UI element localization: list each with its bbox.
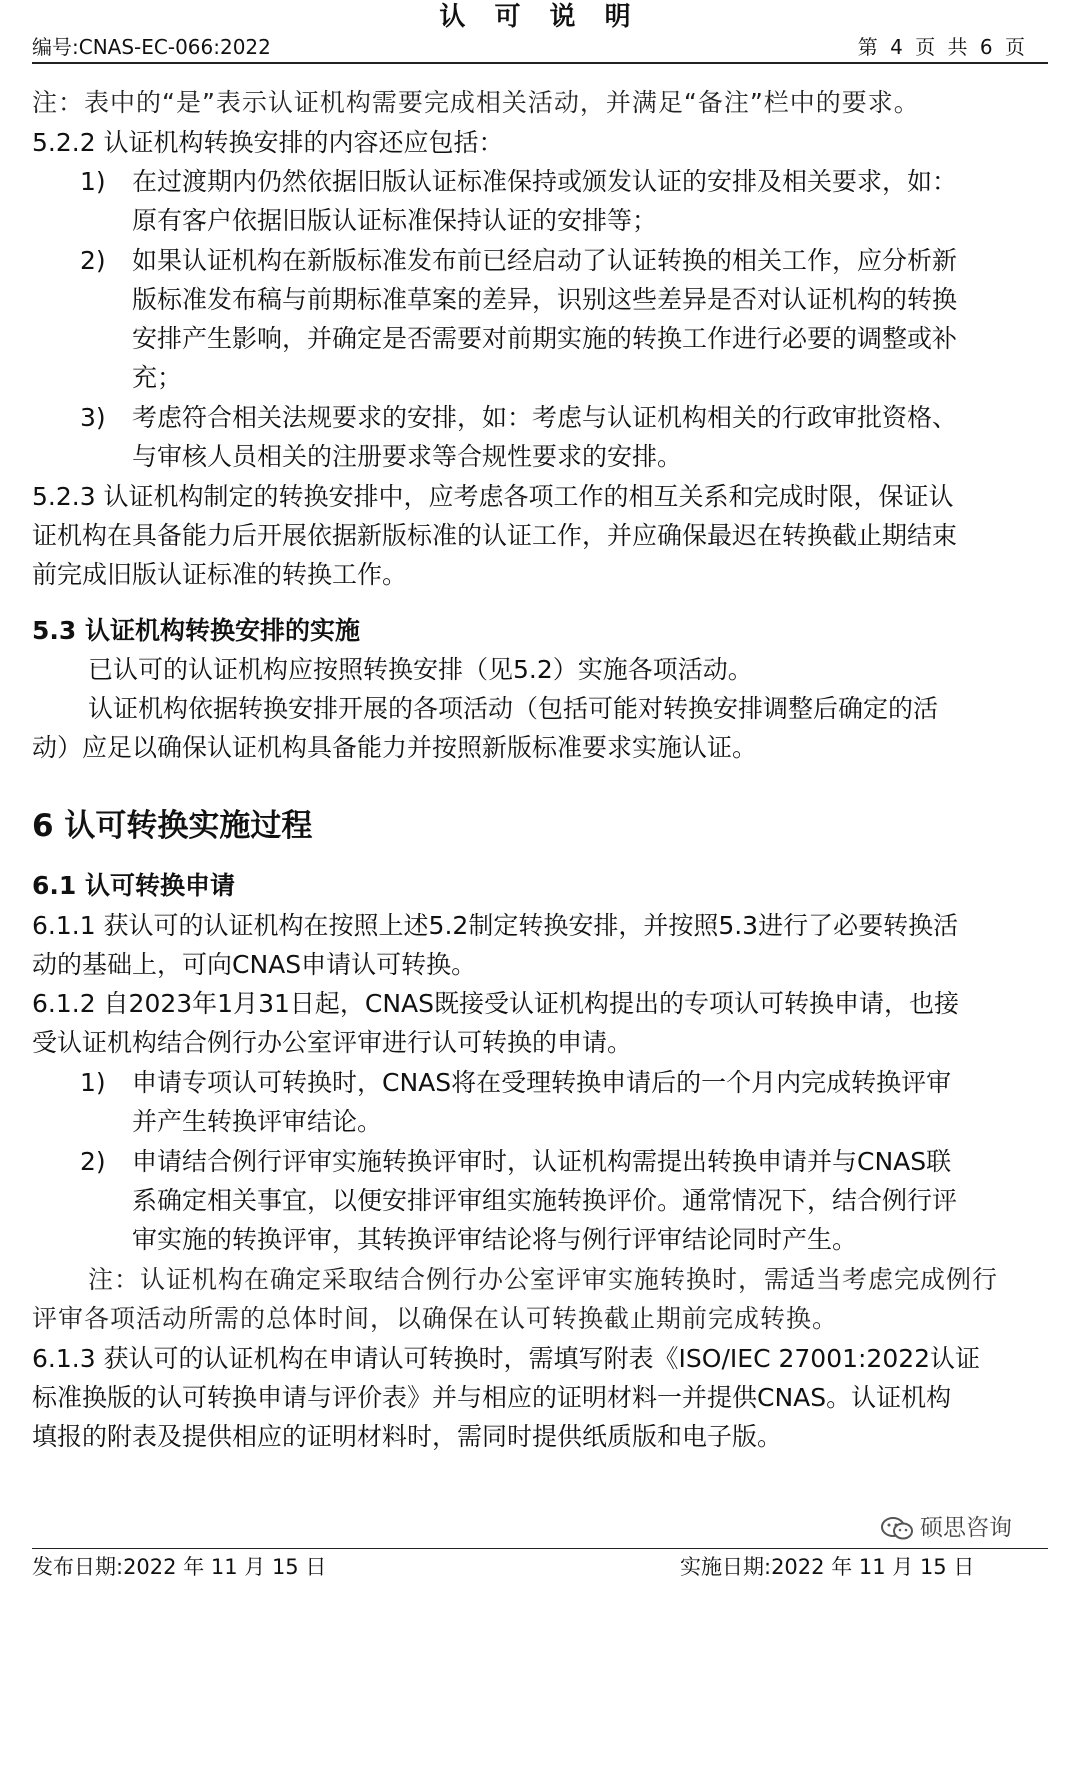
clause-6-1-1-line: 动的基础上，可向CNAS申请认可转换。 — [32, 950, 477, 979]
list-item-line: 与审核人员相关的注册要求等合规性要求的安排。 — [132, 442, 683, 471]
list-number: 2) — [80, 1147, 106, 1176]
clause-5-2-3-line: 前完成旧版认证标准的转换工作。 — [32, 560, 408, 589]
doc-number: 编号:CNAS-EC-066:2022 — [32, 35, 271, 59]
list-item-line: 如果认证机构在新版标准发布前已经启动了认证转换的相关工作，应分析新 — [132, 246, 958, 275]
clause-5-2-3-line: 5.2.3 认证机构制定的转换安排中，应考虑各项工作的相互关系和完成时限，保证认 — [32, 482, 954, 511]
page-info: 第 4 页 共 6 页 — [857, 35, 1028, 59]
list-item-line: 充； — [132, 363, 183, 392]
wechat-icon — [880, 1516, 914, 1542]
clause-6-1-2-line: 6.1.2 自2023年1月31日起，CNAS既接受认证机构提出的专项认可转换申请，也接 — [32, 989, 960, 1018]
list-item-line: 并产生转换评审结论。 — [132, 1107, 383, 1136]
clause-6-1-3-line: 标准换版的认可转换申请与评价表》并与相应的证明材料一并提供CNAS。认证机构 — [32, 1383, 952, 1412]
footer-rule — [32, 1548, 1048, 1549]
paragraph-line: 已认可的认证机构应按照转换安排（见5.2）实施各项活动。 — [88, 655, 753, 684]
effective-date: 实施日期:2022 年 11 月 15 日 — [680, 1555, 975, 1579]
page-title: 认 可 说 明 — [439, 2, 641, 32]
list-item-line: 版标准发布稿与前期标准草案的差异，识别这些差异是否对认证机构的转换 — [132, 285, 958, 314]
clause-6-1-1-line: 6.1.1 获认可的认证机构在按照上述5.2制定转换安排，并按照5.3进行了必要转换活 — [32, 911, 959, 940]
list-item-line: 在过渡期内仍然依据旧版认证标准保持或颁发认证的安排及相关要求，如： — [132, 167, 958, 196]
list-item-line: 安排产生影响，并确定是否需要对前期实施的转换工作进行必要的调整或补 — [132, 324, 958, 353]
watermark-text: 硕思咨询 — [920, 1515, 1012, 1541]
table-note: 注：表中的“是”表示认证机构需要完成相关活动，并满足“备注”栏中的要求。 — [32, 88, 920, 117]
clause-6-1-3-line: 填报的附表及提供相应的证明材料时，需同时提供纸质版和电子版。 — [32, 1422, 783, 1451]
section-5-3-heading: 5.3 认证机构转换安排的实施 — [32, 616, 360, 645]
list-number: 3) — [80, 403, 106, 432]
paragraph-line: 动）应足以确保认证机构具备能力并按照新版标准要求实施认证。 — [32, 733, 758, 762]
clause-5-2-2: 5.2.2 认证机构转换安排的内容还应包括： — [32, 128, 504, 157]
list-number: 1) — [80, 167, 106, 196]
list-item-line: 审实施的转换评审，其转换评审结论将与例行评审结论同时产生。 — [132, 1225, 858, 1254]
list-item-line: 考虑符合相关法规要求的安排，如：考虑与认证机构相关的行政审批资格、 — [132, 403, 958, 432]
section-6-1-heading: 6.1 认可转换申请 — [32, 871, 235, 900]
list-number: 1) — [80, 1068, 106, 1097]
note-line: 评审各项活动所需的总体时间，以确保在认可转换截止期前完成转换。 — [32, 1304, 839, 1333]
list-item-line: 原有客户依据旧版认证标准保持认证的安排等； — [132, 206, 658, 235]
list-item-line: 申请结合例行评审实施转换评审时，认证机构需提出转换申请并与CNAS联 — [132, 1147, 952, 1176]
clause-6-1-3-line: 6.1.3 获认可的认证机构在申请认可转换时，需填写附表《ISO/IEC 27001:2022认证 — [32, 1344, 981, 1373]
paragraph-line: 认证机构依据转换安排开展的各项活动（包括可能对转换安排调整后确定的活 — [88, 694, 939, 723]
note-line: 注：认证机构在确定采取结合例行办公室评审实施转换时，需适当考虑完成例行 — [88, 1265, 999, 1294]
clause-5-2-3-line: 证机构在具备能力后开展依据新版标准的认证工作，并应确保最迟在转换截止期结束 — [32, 521, 958, 550]
clause-6-1-2-line: 受认证机构结合例行办公室评审进行认可转换的申请。 — [32, 1028, 633, 1057]
publish-date: 发布日期:2022 年 11 月 15 日 — [32, 1555, 327, 1579]
header-rule — [32, 62, 1048, 64]
section-6-heading: 6 认可转换实施过程 — [32, 808, 313, 844]
watermark — [880, 1513, 1012, 1543]
list-item-line: 系确定相关事宜，以便安排评审组实施转换评价。通常情况下，结合例行评 — [132, 1186, 958, 1215]
list-item-line: 申请专项认可转换时，CNAS将在受理转换申请后的一个月内完成转换评审 — [132, 1068, 952, 1097]
list-number: 2) — [80, 246, 106, 275]
